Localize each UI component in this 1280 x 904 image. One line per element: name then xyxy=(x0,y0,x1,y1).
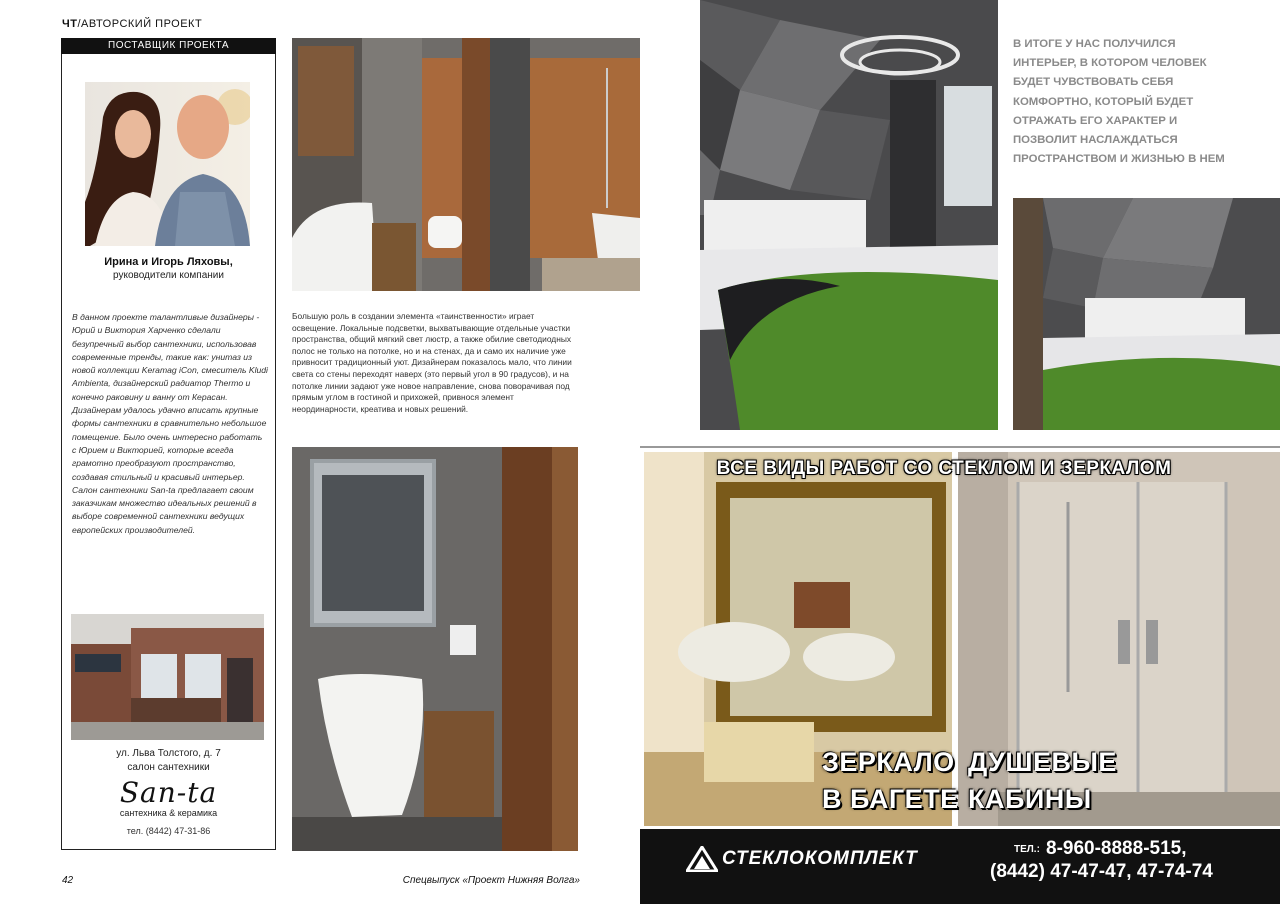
storefront-photo xyxy=(71,614,264,740)
bedroom-photo-large xyxy=(700,0,998,430)
ad-shower-line-2: КАБИНЫ xyxy=(968,784,1092,814)
supplier-heading: ПОСТАВЩИК ПРОЕКТА xyxy=(61,38,276,54)
owners-names: Ирина и Игорь Ляховы, xyxy=(104,256,233,268)
section-label: ЧТ/АВТОРСКИЙ ПРОЕКТ xyxy=(62,18,203,30)
article-text: Большую роль в создании элемента «таинственности» играет освещение. Локальные подсветки, выхватывающие отдельные участки пространства, общий мягкий свет люстр, а также обилие светодиодных полос не только на потолке, но и на стенах, да и само их наличие уже привносит традиционный уют. Дизайнерам показалось мало, что линии света со стены переходят наверх (это первый угол в 90 градусов), и на потолке линии задают уже новое направление, снова поворачивая под прямым углом в гостиной и прихожей, привнося элемент неординарности, креатива и новых решений. xyxy=(292,311,572,414)
bedroom-photo-small xyxy=(1013,198,1280,430)
brand-name: СТЕКЛОКОМПЛЕКТ xyxy=(722,848,918,869)
salon-line: салон сантехники xyxy=(127,762,210,773)
designer-quote: В ИТОГЕ У НАС ПОЛУЧИЛСЯ ИНТЕРЬЕР, В КОТОРОМ ЧЕЛОВЕК БУДЕТ ЧУВСТВОВАТЬ СЕБЯ КОМФОРТНО, КОТОРЫЙ БУДЕТ ОТРАЖАТЬ ЕГО ХАРАКТЕР И ПОЗВОЛИТ НАСЛАЖДАТЬСЯ ПРОСТРАНСТВОМ И ЖИЗНЬЮ В НЕМ xyxy=(1013,38,1225,166)
bathroom-photo-bottom xyxy=(292,447,578,851)
ad-mirror-line-1: ЗЕРКАЛО xyxy=(822,747,955,777)
phone-label: ТЕЛ.: xyxy=(1014,844,1040,855)
ad-divider xyxy=(640,446,1280,448)
steklokomplekt-logo-icon xyxy=(686,846,718,872)
supplier-paragraph-2: Салон сантехники San-ta предлагает своим заказчикам множество идеальных решений в выборе современной сантехники ведущих европейских производителей. xyxy=(72,484,257,535)
supplier-paragraph-1: В данном проекте талантливые дизайнеры - Юрий и Виктория Харченко сделали безупречный выбор сантехники, использовав современные тренды, такие как: унитаз из новой коллекции Keramag iCon, смеситель Kludi Ambienta, дизайнерский радиатор Thermo и конечно раковину и ванну от Керасан. Дизайнерам удалось удачно вписать крупные формы сантехники в сравнительно небольшое помещение. Было очень интересно работать с Юрием и Викторией, которые всегда грамотно преобразуют пространство, создавая стильный и красивый интерьер. xyxy=(72,312,268,482)
owners-role: руководители компании xyxy=(113,270,224,281)
ad-shower-line-1: ДУШЕВЫЕ xyxy=(968,747,1117,777)
ad-shower-title xyxy=(968,744,1117,818)
supplier-text xyxy=(72,311,268,537)
address-line: ул. Льва Толстого, д. 7 xyxy=(116,748,221,759)
santa-logo: San-ta xyxy=(119,776,218,809)
phone-mobile: 8-960-8888-515, xyxy=(1046,838,1187,859)
ad-headline: ВСЕ ВИДЫ РАБОТ СО СТЕКЛОМ И ЗЕРКАЛОМ xyxy=(716,458,1172,479)
phone-landlines: (8442) 47-47-47, 47-74-74 xyxy=(990,861,1213,882)
ad-mirror-line-2: В БАГЕТЕ xyxy=(822,784,959,814)
page-number: 42 xyxy=(62,875,74,886)
santa-logo-subtitle: сантехника & керамика xyxy=(119,808,218,818)
supplier-phone: тел. (8442) 47-31-86 xyxy=(126,826,211,836)
owners-photo xyxy=(85,82,250,246)
ad-mirror-title xyxy=(822,744,959,818)
bathroom-photo-top xyxy=(292,38,640,291)
supplier-address xyxy=(64,747,273,775)
issue-title: Спецвыпуск «Проект Нижняя Волга» xyxy=(402,875,580,886)
